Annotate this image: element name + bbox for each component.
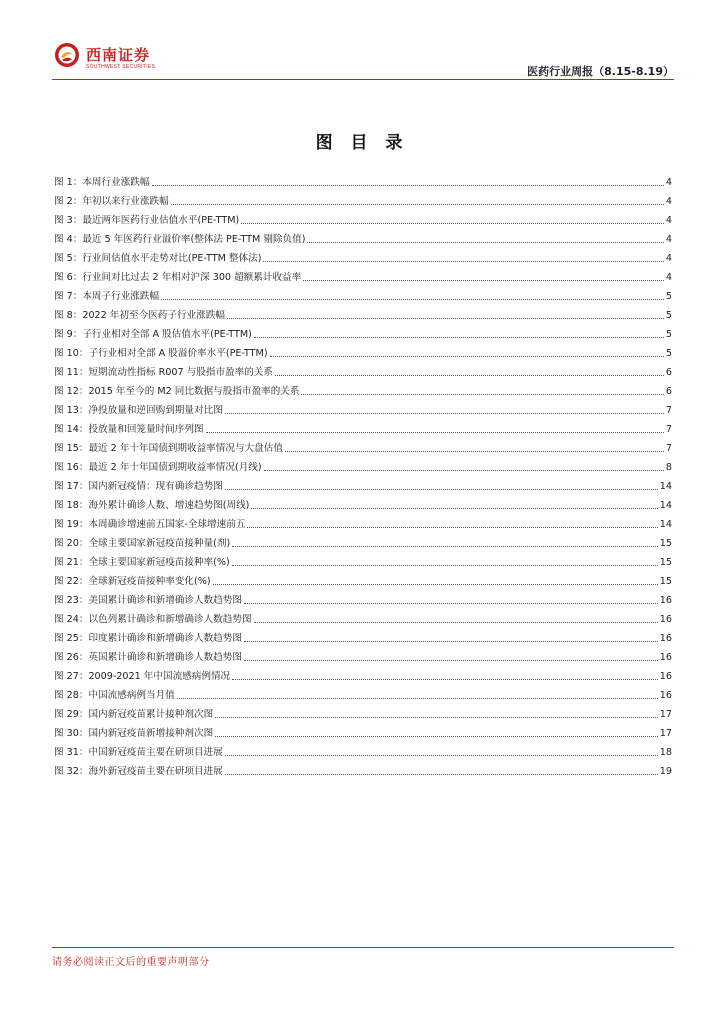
logo-subtitle: SOUTHWEST SECURITIES — [86, 64, 156, 70]
company-logo-icon — [54, 42, 80, 68]
toc-dot-leader — [263, 261, 663, 262]
toc-entry-page: 16 — [659, 614, 672, 625]
toc-dot-leader — [225, 755, 658, 756]
toc-entry[interactable] — [54, 683, 672, 702]
toc-entry-label: 图 31：中国新冠疫苗主要在研项目进展 — [54, 747, 223, 758]
toc-entry-label: 图 22：全球新冠疫苗接种率变化(%) — [54, 576, 211, 587]
toc-entry-label: 图 25：印度累计确诊和新增确诊人数趋势图 — [54, 633, 242, 644]
toc-dot-leader — [303, 280, 664, 281]
toc-entry-label: 图 9：子行业相对全部 A 股估值水平(PE-TTM) — [54, 329, 252, 340]
toc-entry-page: 15 — [659, 557, 672, 568]
toc-entry-label: 图 18：海外累计确诊人数、增速趋势图(周线) — [54, 500, 250, 511]
toc-entry-page: 4 — [665, 196, 672, 207]
toc-entry-page: 4 — [665, 215, 672, 226]
toc-entry-label: 图 14：投放量和回笼量时间序列图 — [54, 424, 204, 435]
toc-entry-page: 5 — [665, 310, 672, 321]
toc-entry-label: 图 16：最近 2 年十年国债到期收益率情况(月线) — [54, 462, 262, 473]
toc-entry[interactable] — [54, 189, 672, 208]
toc-entry-page: 15 — [659, 576, 672, 587]
toc-entry-page: 17 — [659, 728, 672, 739]
toc-dot-leader — [244, 641, 658, 642]
toc-entry[interactable] — [54, 702, 672, 721]
toc-entry[interactable] — [54, 284, 672, 303]
logo-name: 西南证券 — [86, 46, 151, 64]
toc-dot-leader — [225, 489, 658, 490]
toc-dot-leader — [206, 432, 664, 433]
toc-entry[interactable] — [54, 759, 672, 778]
toc-entry[interactable] — [54, 341, 672, 360]
toc-dot-leader — [244, 603, 658, 604]
toc-entry-label: 图 15：最近 2 年十年国债到期收益率情况与大盘估值 — [54, 443, 283, 454]
toc-entry-label: 图 2：年初以来行业涨跌幅 — [54, 196, 169, 207]
toc-entry-label: 图 4：最近 5 年医药行业溢价率(整体法 PE-TTM 剔除负值) — [54, 234, 306, 245]
toc-entry[interactable] — [54, 360, 672, 379]
toc-dot-leader — [307, 242, 663, 243]
toc-entry-label: 图 30：国内新冠疫苗新增接种剂次图 — [54, 728, 214, 739]
toc-entry-label: 图 1：本周行业涨跌幅 — [54, 177, 150, 188]
footer-divider — [52, 947, 674, 948]
toc-entry-page: 14 — [659, 481, 672, 492]
table-of-figures — [54, 170, 672, 778]
toc-entry[interactable] — [54, 322, 672, 341]
toc-entry-page: 4 — [665, 234, 672, 245]
toc-dot-leader — [270, 356, 664, 357]
toc-entry-page: 5 — [665, 348, 672, 359]
toc-entry[interactable] — [54, 645, 672, 664]
toc-entry-label: 图 13：净投放量和逆回购到期量对比图 — [54, 405, 223, 416]
page-header — [52, 38, 674, 80]
toc-entry[interactable] — [54, 721, 672, 740]
toc-dot-leader — [251, 508, 657, 509]
toc-entry[interactable] — [54, 455, 672, 474]
toc-entry-page: 16 — [659, 595, 672, 606]
toc-entry[interactable] — [54, 474, 672, 493]
toc-entry-page: 19 — [659, 766, 672, 777]
report-title: 医药行业周报（8.15-8.19） — [527, 65, 674, 78]
toc-entry-label: 图 20：全球主要国家新冠疫苗接种量(剂) — [54, 538, 231, 549]
toc-entry-page: 14 — [659, 519, 672, 530]
toc-entry[interactable] — [54, 265, 672, 284]
toc-entry-label: 图 29：国内新冠疫苗累计接种剂次图 — [54, 709, 214, 720]
toc-entry-page: 4 — [665, 177, 672, 188]
toc-entry-label: 图 27：2009-2021 年中国流感病例情况 — [54, 671, 231, 682]
footer-disclaimer: 请务必阅读正文后的重要声明部分 — [52, 957, 210, 968]
toc-entry-label: 图 3：最近两年医药行业估值水平(PE-TTM) — [54, 215, 240, 226]
toc-entry-page: 16 — [659, 652, 672, 663]
toc-entry[interactable] — [54, 607, 672, 626]
toc-entry-page: 15 — [659, 538, 672, 549]
toc-dot-leader — [254, 622, 658, 623]
toc-entry-label: 图 19：本周确诊增速前五国家-全球增速前五 — [54, 519, 246, 530]
toc-entry-label: 图 26：英国累计确诊和新增确诊人数趋势图 — [54, 652, 242, 663]
toc-dot-leader — [215, 717, 658, 718]
toc-entry[interactable] — [54, 664, 672, 683]
toc-entry[interactable] — [54, 398, 672, 417]
toc-dot-leader — [225, 413, 664, 414]
toc-dot-leader — [225, 774, 658, 775]
toc-entry-label: 图 10：子行业相对全部 A 股溢价率水平(PE-TTM) — [54, 348, 268, 359]
toc-dot-leader — [232, 679, 658, 680]
toc-entry-page: 7 — [665, 443, 672, 454]
toc-entry[interactable] — [54, 493, 672, 512]
toc-entry-page: 4 — [665, 272, 672, 283]
toc-dot-leader — [285, 451, 664, 452]
toc-entry-label: 图 17：国内新冠疫情：现有确诊趋势图 — [54, 481, 223, 492]
toc-entry-page: 16 — [659, 671, 672, 682]
toc-entry-label: 图 12：2015 年至今的 M2 同比数据与股指市盈率的关系 — [54, 386, 300, 397]
toc-entry-page: 5 — [665, 291, 672, 302]
toc-entry[interactable] — [54, 626, 672, 645]
toc-entry-label: 图 24：以色列累计确诊和新增确诊人数趋势图 — [54, 614, 252, 625]
toc-entry-page: 18 — [659, 747, 672, 758]
toc-entry-label: 图 7：本周子行业涨跌幅 — [54, 291, 160, 302]
toc-dot-leader — [171, 204, 664, 205]
toc-dot-leader — [241, 223, 664, 224]
toc-dot-leader — [152, 185, 664, 186]
toc-dot-leader — [247, 527, 657, 528]
toc-entry-page: 7 — [665, 424, 672, 435]
toc-entry-page: 8 — [665, 462, 672, 473]
toc-entry-label: 图 8：2022 年初至今医药子行业涨跌幅 — [54, 310, 225, 321]
toc-entry[interactable] — [54, 512, 672, 531]
toc-dot-leader — [232, 546, 658, 547]
toc-entry[interactable] — [54, 170, 672, 189]
toc-dot-leader — [244, 660, 658, 661]
toc-dot-leader — [275, 375, 664, 376]
toc-entry-page: 7 — [665, 405, 672, 416]
toc-entry-label: 图 32：海外新冠疫苗主要在研项目进展 — [54, 766, 223, 777]
toc-entry-label: 图 11：短期流动性指标 R007 与股指市盈率的关系 — [54, 367, 274, 378]
toc-entry-page: 17 — [659, 709, 672, 720]
toc-entry-page: 6 — [665, 367, 672, 378]
toc-entry-page: 6 — [665, 386, 672, 397]
toc-entry-label: 图 28：中国流感病例当月值 — [54, 690, 175, 701]
toc-dot-leader — [213, 584, 658, 585]
toc-dot-leader — [227, 318, 664, 319]
toc-dot-leader — [254, 337, 664, 338]
toc-dot-leader — [301, 394, 663, 395]
toc-entry[interactable] — [54, 246, 672, 265]
toc-entry[interactable] — [54, 303, 672, 322]
toc-entry[interactable] — [54, 227, 672, 246]
toc-dot-leader — [215, 736, 658, 737]
toc-entry-page: 14 — [659, 500, 672, 511]
toc-entry[interactable] — [54, 208, 672, 227]
toc-dot-leader — [177, 698, 658, 699]
toc-entry[interactable] — [54, 436, 672, 455]
toc-entry[interactable] — [54, 417, 672, 436]
toc-entry[interactable] — [54, 531, 672, 550]
toc-entry[interactable] — [54, 569, 672, 588]
toc-title: 图 目 录 — [315, 133, 409, 153]
toc-entry-page: 16 — [659, 633, 672, 644]
toc-entry[interactable] — [54, 379, 672, 398]
toc-entry-label: 图 21：全球主要国家新冠疫苗接种率(%) — [54, 557, 230, 568]
company-logo — [52, 38, 162, 74]
toc-entry[interactable] — [54, 588, 672, 607]
toc-entry-label: 图 6：行业间对比过去 2 年相对沪深 300 超额累计收益率 — [54, 272, 302, 283]
header-divider — [52, 79, 674, 80]
toc-entry-label: 图 23：美国累计确诊和新增确诊人数趋势图 — [54, 595, 242, 606]
toc-entry[interactable] — [54, 740, 672, 759]
toc-dot-leader — [232, 565, 658, 566]
toc-entry-label: 图 5：行业间估值水平走势对比(PE-TTM 整体法) — [54, 253, 262, 264]
toc-dot-leader — [264, 470, 664, 471]
toc-entry[interactable] — [54, 550, 672, 569]
toc-dot-leader — [161, 299, 664, 300]
toc-entry-page: 16 — [659, 690, 672, 701]
toc-entry-page: 4 — [665, 253, 672, 264]
toc-entry-page: 5 — [665, 329, 672, 340]
